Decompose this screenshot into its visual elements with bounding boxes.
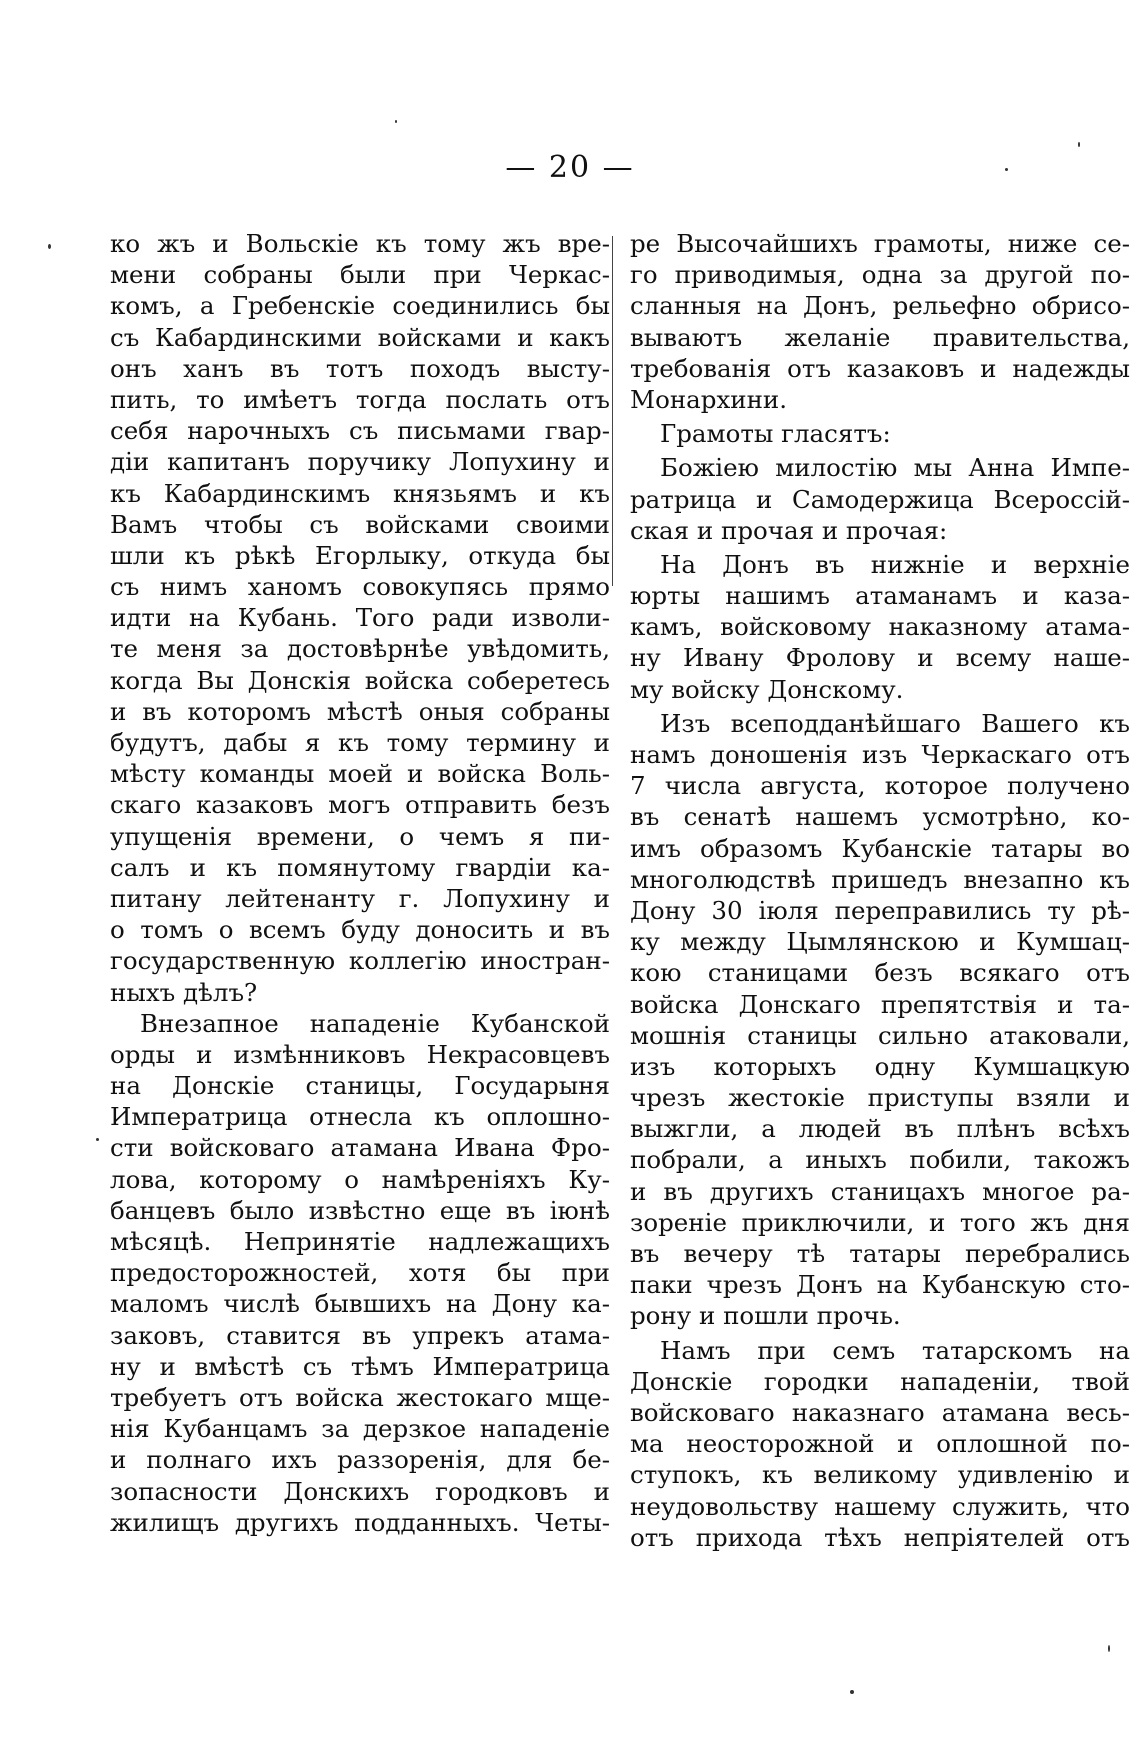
text-line: и въ другихъ станицахъ многое ра- — [630, 1176, 1130, 1206]
text-line: Донскіе городки нападеніи, твой — [630, 1366, 1130, 1396]
page-number: — 20 — — [505, 150, 635, 185]
text-line: питану лейтенанту г. Лопухину и — [110, 883, 610, 913]
text-line: сланныя на Донъ, рельефно обрисо- — [630, 291, 1130, 321]
text-line: требованія отъ казаковъ и надежды — [630, 353, 1130, 383]
text-line: Внезапное нападеніе Кубанской — [140, 1008, 610, 1038]
print-speck — [96, 1138, 99, 1141]
print-speck — [1078, 142, 1080, 147]
text-line: и полнаго ихъ раззоренія, для бе- — [110, 1445, 610, 1475]
text-line: войсковаго наказнаго атамана весь- — [630, 1397, 1130, 1427]
text-line: му войску Донскому. — [630, 674, 904, 704]
text-line: ступокъ, къ великому удивленію и — [630, 1460, 1130, 1490]
text-line: маломъ числѣ бывшихъ на Дону ка- — [110, 1289, 610, 1319]
text-line: требуетъ отъ войска жестокаго мще- — [110, 1382, 610, 1412]
text-line: ская и прочая и прочая: — [630, 515, 948, 545]
text-line: пить, то имѣетъ тогда послать отъ — [110, 384, 610, 414]
text-line: Монархини. — [630, 384, 788, 414]
text-line: упущенія времени, о чемъ я пи- — [110, 821, 610, 851]
text-line: Намъ при семъ татарскомъ на — [660, 1335, 1130, 1365]
text-line: салъ и къ помянутому гвардіи ка- — [110, 852, 610, 882]
text-line: государственную коллегію иностран- — [110, 946, 610, 976]
text-line: въ вечеру тѣ татары перебрались — [630, 1239, 1130, 1268]
text-line: Вамъ чтобы съ войсками своими — [110, 509, 610, 539]
text-line: ку между Цымлянскою и Кумшац- — [630, 927, 1130, 957]
text-line: о томъ о всемъ буду доносить и въ — [110, 915, 610, 945]
text-line: ре Высочайшихъ грамоты, ниже се- — [630, 229, 1130, 258]
text-line: выжгли, а людей въ плѣнъ всѣхъ — [630, 1114, 1130, 1144]
text-line: ну и вмѣстѣ съ тѣмъ Императрица — [110, 1351, 610, 1381]
text-line: нія Кубанцамъ за дерзкое нападеніе — [110, 1414, 610, 1444]
text-line: съ нимъ ханомъ совокупясь прямо — [110, 572, 610, 602]
print-speck — [1005, 168, 1008, 171]
text-line: камъ, войсковому наказному атама- — [630, 612, 1130, 642]
text-line: паки чрезъ Донъ на Кубанскую сто- — [630, 1270, 1130, 1300]
text-line: идти на Кубань. Того ради изволи- — [110, 603, 610, 633]
text-line: Божіею милостію мы Анна Импе- — [660, 453, 1130, 483]
text-line: ну Ивану Фролову и всему нашe- — [630, 643, 1130, 673]
text-line: рону и пошли прочь. — [630, 1301, 901, 1331]
text-line: шли къ рѣкѣ Егорлыку, откуда бы — [110, 540, 610, 570]
text-line: мошнія станицы сильно атаковали, — [630, 1020, 1130, 1050]
text-line: въ сенатѣ нашемъ усмотрѣно, ко- — [630, 802, 1130, 832]
text-line: и въ которомъ мѣстѣ оныя собраны — [110, 696, 610, 726]
text-line: зореніе приключили, и того жъ дня — [630, 1207, 1130, 1237]
text-line: юрты нашимъ атаманамъ и каза- — [630, 581, 1130, 611]
column-divider — [612, 236, 613, 586]
text-line: сти войсковаго атамана Ивана Фро- — [110, 1133, 610, 1163]
text-line: те меня за достовѣрнѣе увѣдомить, — [110, 634, 610, 664]
text-line: побрали, а иныхъ побили, такожъ — [630, 1145, 1130, 1175]
text-line: на Донскіе станицы, Государыня — [110, 1071, 610, 1101]
text-line: ма неосторожной и оплошной по- — [630, 1429, 1130, 1459]
text-line: имъ образомъ Кубанскіе татары во — [630, 833, 1130, 863]
text-line: банцевъ было извѣстно еще въ іюнѣ — [110, 1195, 610, 1225]
text-line: съ Кабардинскими войсками и какъ — [110, 322, 610, 352]
text-line: 7 числа августа, которое получено — [630, 771, 1130, 801]
text-line: себя нарочныхъ съ письмами гвар- — [110, 416, 610, 446]
text-line: го приводимыя, одна за другой по- — [630, 260, 1130, 290]
text-line: вываютъ желаніе правительства, — [630, 322, 1130, 352]
text-line: ко жъ и Вольскіе къ тому жъ вре- — [110, 229, 610, 258]
text-line: будутъ, дабы я къ тому термину и — [110, 728, 610, 757]
text-line: жилищъ другихъ подданныхъ. Четы- — [110, 1507, 610, 1537]
text-line: мѣсяцѣ. Непринятіе надлежащихъ — [110, 1227, 610, 1256]
text-line: ратрица и Самодержица Всероссій- — [630, 484, 1130, 514]
text-line: ныхъ дѣлъ? — [110, 977, 258, 1007]
text-line: онъ ханъ въ тотъ походъ высту- — [110, 353, 610, 383]
text-line: заковъ, ставится въ упрекъ атама- — [110, 1320, 610, 1350]
text-line: Грамоты гласятъ: — [660, 419, 891, 449]
print-speck — [48, 244, 51, 249]
text-line: діи капитанъ поручику Лопухину и — [110, 447, 610, 477]
text-line: мѣсту команды моей и войска Воль- — [110, 759, 610, 789]
left-column — [110, 228, 610, 1638]
text-line: къ Кабардинскимъ князьямъ и къ — [110, 478, 610, 508]
text-line: отъ прихода тѣхъ непріятелей отъ — [630, 1522, 1130, 1552]
text-line: когда Вы Донскія войска соберетесь — [110, 665, 610, 695]
text-line: неудовольству нашему служить, что — [630, 1491, 1130, 1521]
right-column — [630, 228, 1130, 1638]
text-line: намъ доношенія изъ Черкаскаго отъ — [630, 740, 1130, 769]
text-line: чрезъ жестокіе приступы взяли и — [630, 1083, 1130, 1113]
text-line: войска Донскаго препятствія и та- — [630, 989, 1130, 1019]
print-speck — [1108, 1645, 1110, 1652]
text-line: комъ, а Гребенскіе соединились бы — [110, 291, 610, 321]
text-line: лова, которому о намѣреніяхъ Ку- — [110, 1164, 610, 1194]
text-line: орды и измѣнниковъ Некрасовцевъ — [110, 1039, 610, 1069]
print-speck — [850, 1690, 854, 1694]
text-line: зопасности Донскихъ городковъ и — [110, 1476, 610, 1506]
text-line: Дону 30 іюля переправились ту рѣ- — [630, 895, 1130, 925]
text-line: мени собраны были при Черкас- — [110, 260, 610, 290]
text-line: На Донъ въ нижніе и верхніе — [660, 549, 1130, 579]
text-line: Императрица отнесла къ оплошно- — [110, 1102, 610, 1132]
print-speck — [395, 120, 397, 123]
text-line: предосторожностей, хотя бы при — [110, 1258, 610, 1288]
text-line: кою станицами безъ всякаго отъ — [630, 958, 1130, 988]
text-line: изъ которыхъ одну Кумшацкую — [630, 1051, 1130, 1081]
text-line: скаго казаковъ могъ отправить безъ — [110, 790, 610, 820]
text-line: многолюдствѣ пришедъ внезапно къ — [630, 864, 1130, 894]
text-line: Изъ всеподданѣйшаго Вашего къ — [660, 708, 1130, 738]
